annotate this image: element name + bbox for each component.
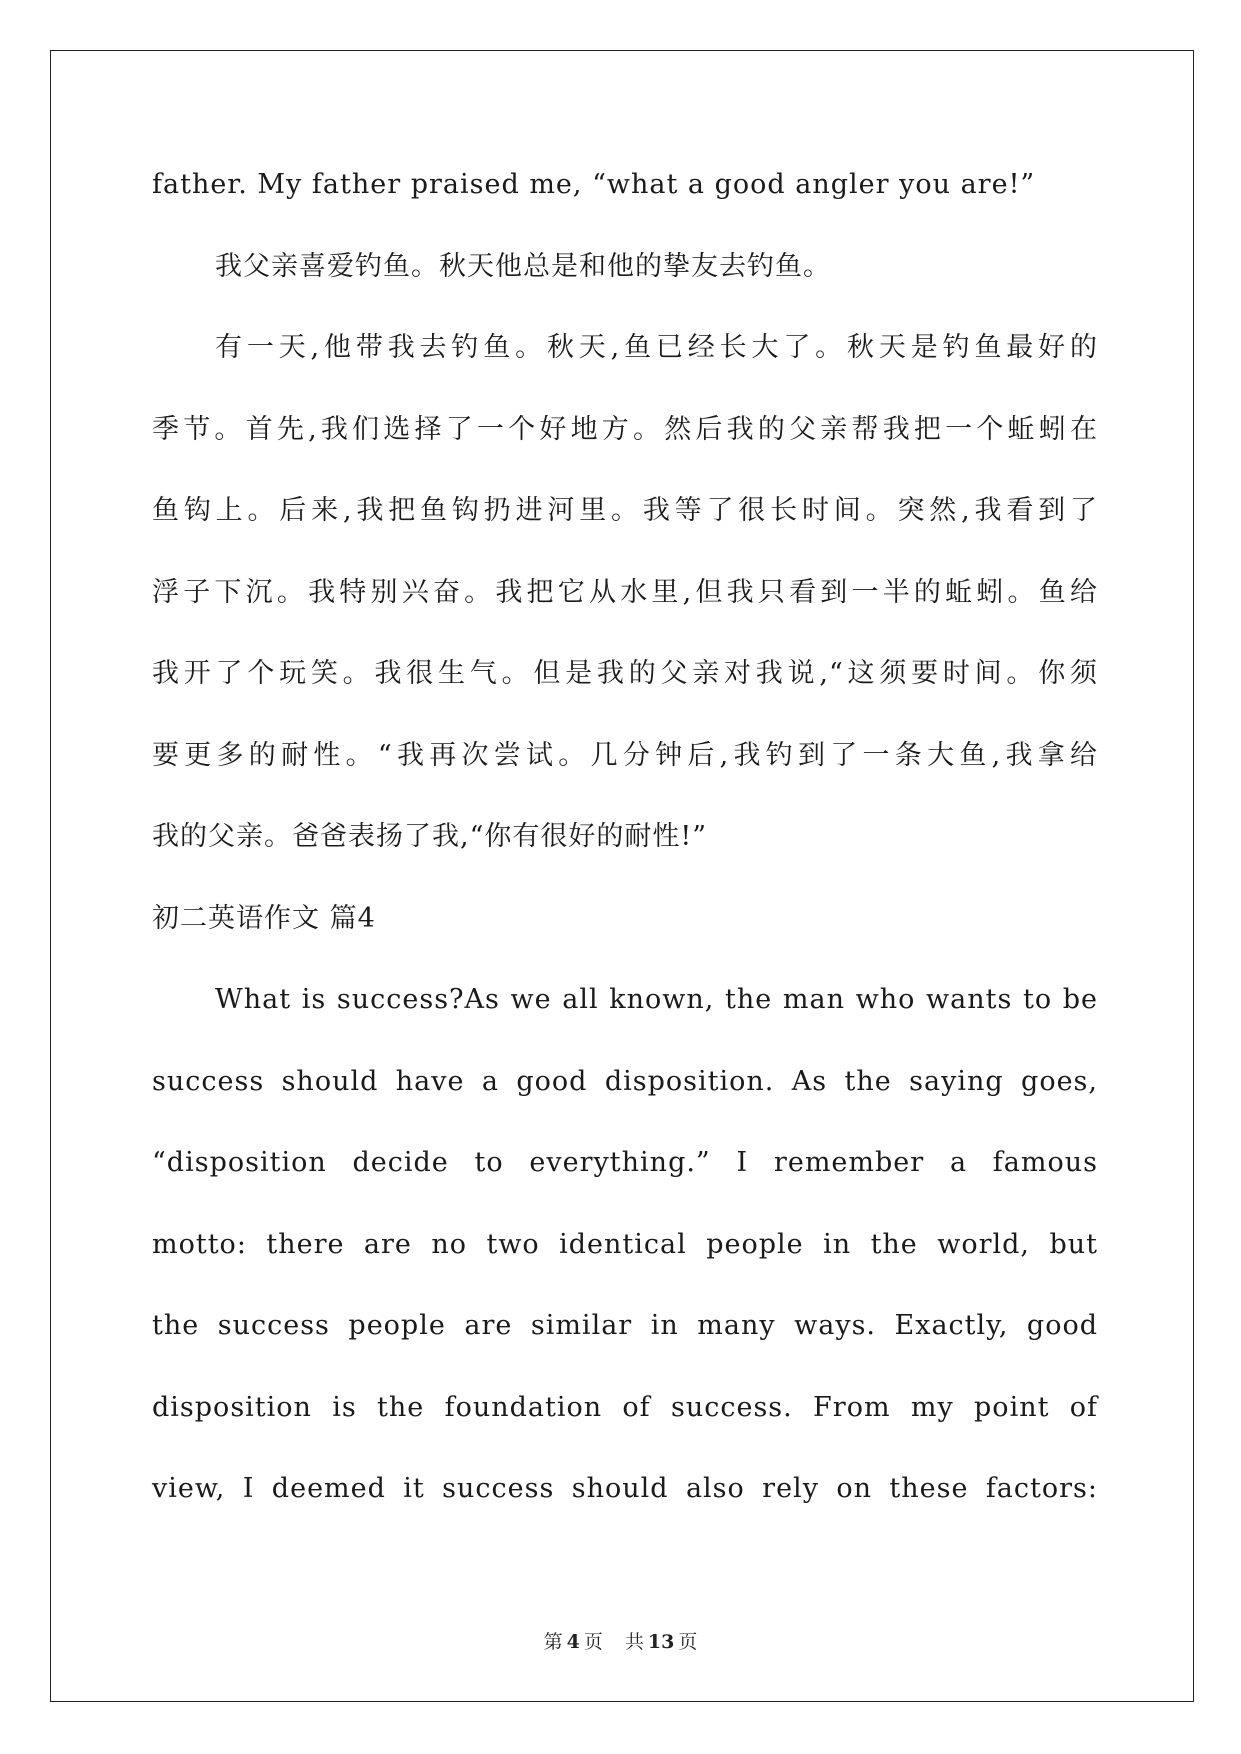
document-body: [152, 165, 1098, 1551]
text-line-8: 要更多的耐性。“我再次尝试。几分钟后,我钓到了一条大鱼,我拿给: [152, 739, 1098, 771]
text-line-3: 有一天,他带我去钓鱼。秋天,鱼已经长大了。秋天是钓鱼最好的: [215, 332, 1098, 363]
text-line-6: 浮子下沉。我特别兴奋。我把它从水里,但我只看到一半的蚯蚓。鱼给: [152, 576, 1098, 608]
footer-prefix: 第: [543, 1631, 563, 1653]
text-line-16: disposition is the foundation of success. From my point of: [152, 1391, 1098, 1423]
footer-total-prefix: 共: [624, 1631, 644, 1653]
footer-page-suffix: 页: [583, 1631, 603, 1653]
text-line-4: 季节。首先,我们选择了一个好地方。然后我的父亲帮我把一个蚯蚓在: [152, 413, 1098, 445]
page-footer: [0, 1627, 1241, 1654]
text-line-2: 我父亲喜爱钓鱼。秋天他总是和他的挚友去钓鱼。: [215, 250, 831, 282]
footer-page-number: 4: [566, 1631, 580, 1653]
text-line-12: success should have a good disposition. As the saying goes,: [152, 1065, 1098, 1097]
section-heading: 初二英语作文 篇4: [152, 902, 376, 934]
footer-total-pages: 13: [647, 1631, 675, 1653]
text-line-1: father. My father praised me, “what a good angler you are!”: [152, 169, 1036, 200]
text-line-9: 我的父亲。爸爸表扬了我,“你有很好的耐性!”: [152, 821, 708, 852]
text-line-15: the success people are similar in many ways. Exactly, good: [152, 1310, 1098, 1341]
text-line-7: 我开了个玩笑。我很生气。但是我的父亲对我说,“这须要时间。你须: [152, 658, 1098, 689]
text-line-11: What is success?As we all known, the man who wants to be: [215, 984, 1098, 1015]
text-line-5: 鱼钩上。后来,我把鱼钩扔进河里。我等了很长时间。突然,我看到了: [152, 495, 1098, 526]
text-line-17: view, I deemed it success should also rely on these factors:: [152, 1473, 1098, 1504]
text-line-14: motto: there are no two identical people in the world, but: [152, 1228, 1098, 1260]
footer-total-suffix: 页: [678, 1631, 698, 1653]
text-line-13: “disposition decide to everything.” I remember a famous: [152, 1147, 1098, 1178]
